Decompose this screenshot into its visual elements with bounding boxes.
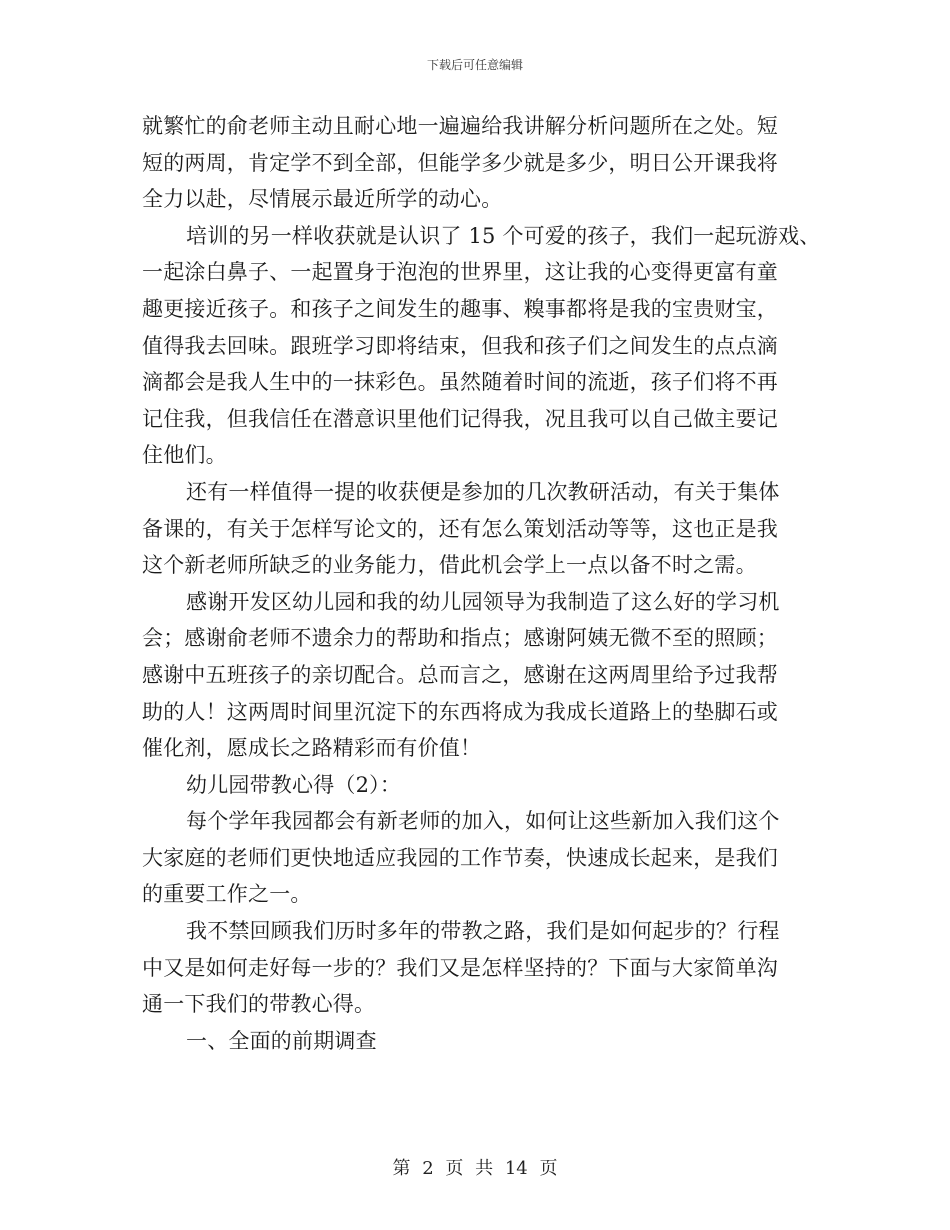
text-line: 短的两周，肯定学不到全部，但能学多少就是多少，明日公开课我将	[142, 150, 778, 175]
text-line: 会；感谢俞老师不遗余力的帮助和指点；感谢阿姨无微不至的照顾；	[142, 626, 778, 651]
text-line: 幼儿园带教心得（2）：	[186, 772, 402, 797]
text-line: 一、全面的前期调查	[186, 1028, 377, 1053]
text-line: 趣更接近孩子。和孩子之间发生的趣事、糗事都将是我的宝贵财宝，	[142, 296, 778, 321]
text-line: 中又是如何走好每一步的？我们又是怎样坚持的？下面与大家简单沟	[142, 955, 778, 980]
page-footer: 第 2 页 共 14 页	[392, 1158, 558, 1179]
text-line: 大家庭的老师们更快地适应我园的工作节奏，快速成长起来，是我们	[142, 845, 778, 870]
text-line: 感谢开发区幼儿园和我的幼儿园领导为我制造了这么好的学习机	[186, 589, 780, 614]
text-line: 催化剂，愿成长之路精彩而有价值！	[142, 736, 482, 761]
text-line: 全力以赴，尽情展示最近所学的动心。	[142, 187, 503, 212]
text-line: 记住我，但我信任在潜意识里他们记得我，况且我可以自己做主要记	[142, 406, 778, 431]
text-line: 培训的另一样收获就是认识了 15 个可爱的孩子，我们一起玩游戏、	[186, 223, 821, 248]
text-line: 我不禁回顾我们历时多年的带教之路，我们是如何起步的？行程	[186, 919, 780, 944]
text-line: 通一下我们的带教心得。	[142, 992, 376, 1017]
text-line: 的重要工作之一。	[142, 882, 312, 907]
body-text	[142, 108, 821, 1059]
text-line: 还有一样值得一提的收获便是参加的几次教研活动，有关于集体	[186, 479, 780, 504]
text-line: 这个新老师所缺乏的业务能力，借此机会学上一点以备不时之需。	[142, 553, 757, 578]
text-line: 感谢中五班孩子的亲切配合。总而言之，感谢在这两周里给予过我帮	[142, 662, 778, 687]
text-line: 一起涂白鼻子、一起置身于泡泡的世界里，这让我的心变得更富有童	[142, 260, 778, 285]
text-line: 助的人！这两周时间里沉淀下的东西将成为我成长道路上的垫脚石或	[142, 699, 778, 724]
text-line: 备课的，有关于怎样写论文的，还有怎么策划活动等等，这也正是我	[142, 516, 778, 541]
text-line: 就繁忙的俞老师主动且耐心地一遍遍给我讲解分析问题所在之处。短	[142, 114, 778, 138]
text-line: 值得我去回味。跟班学习即将结束，但我和孩子们之间发生的点点滴	[142, 333, 778, 358]
text-line: 住他们。	[142, 443, 227, 468]
page-header: 下载后可任意编辑	[426, 58, 523, 72]
text-line: 滴都会是我人生中的一抹彩色。虽然随着时间的流逝，孩子们将不再	[142, 370, 778, 395]
text-line: 每个学年我园都会有新老师的加入，如何让这些新加入我们这个	[186, 809, 780, 834]
